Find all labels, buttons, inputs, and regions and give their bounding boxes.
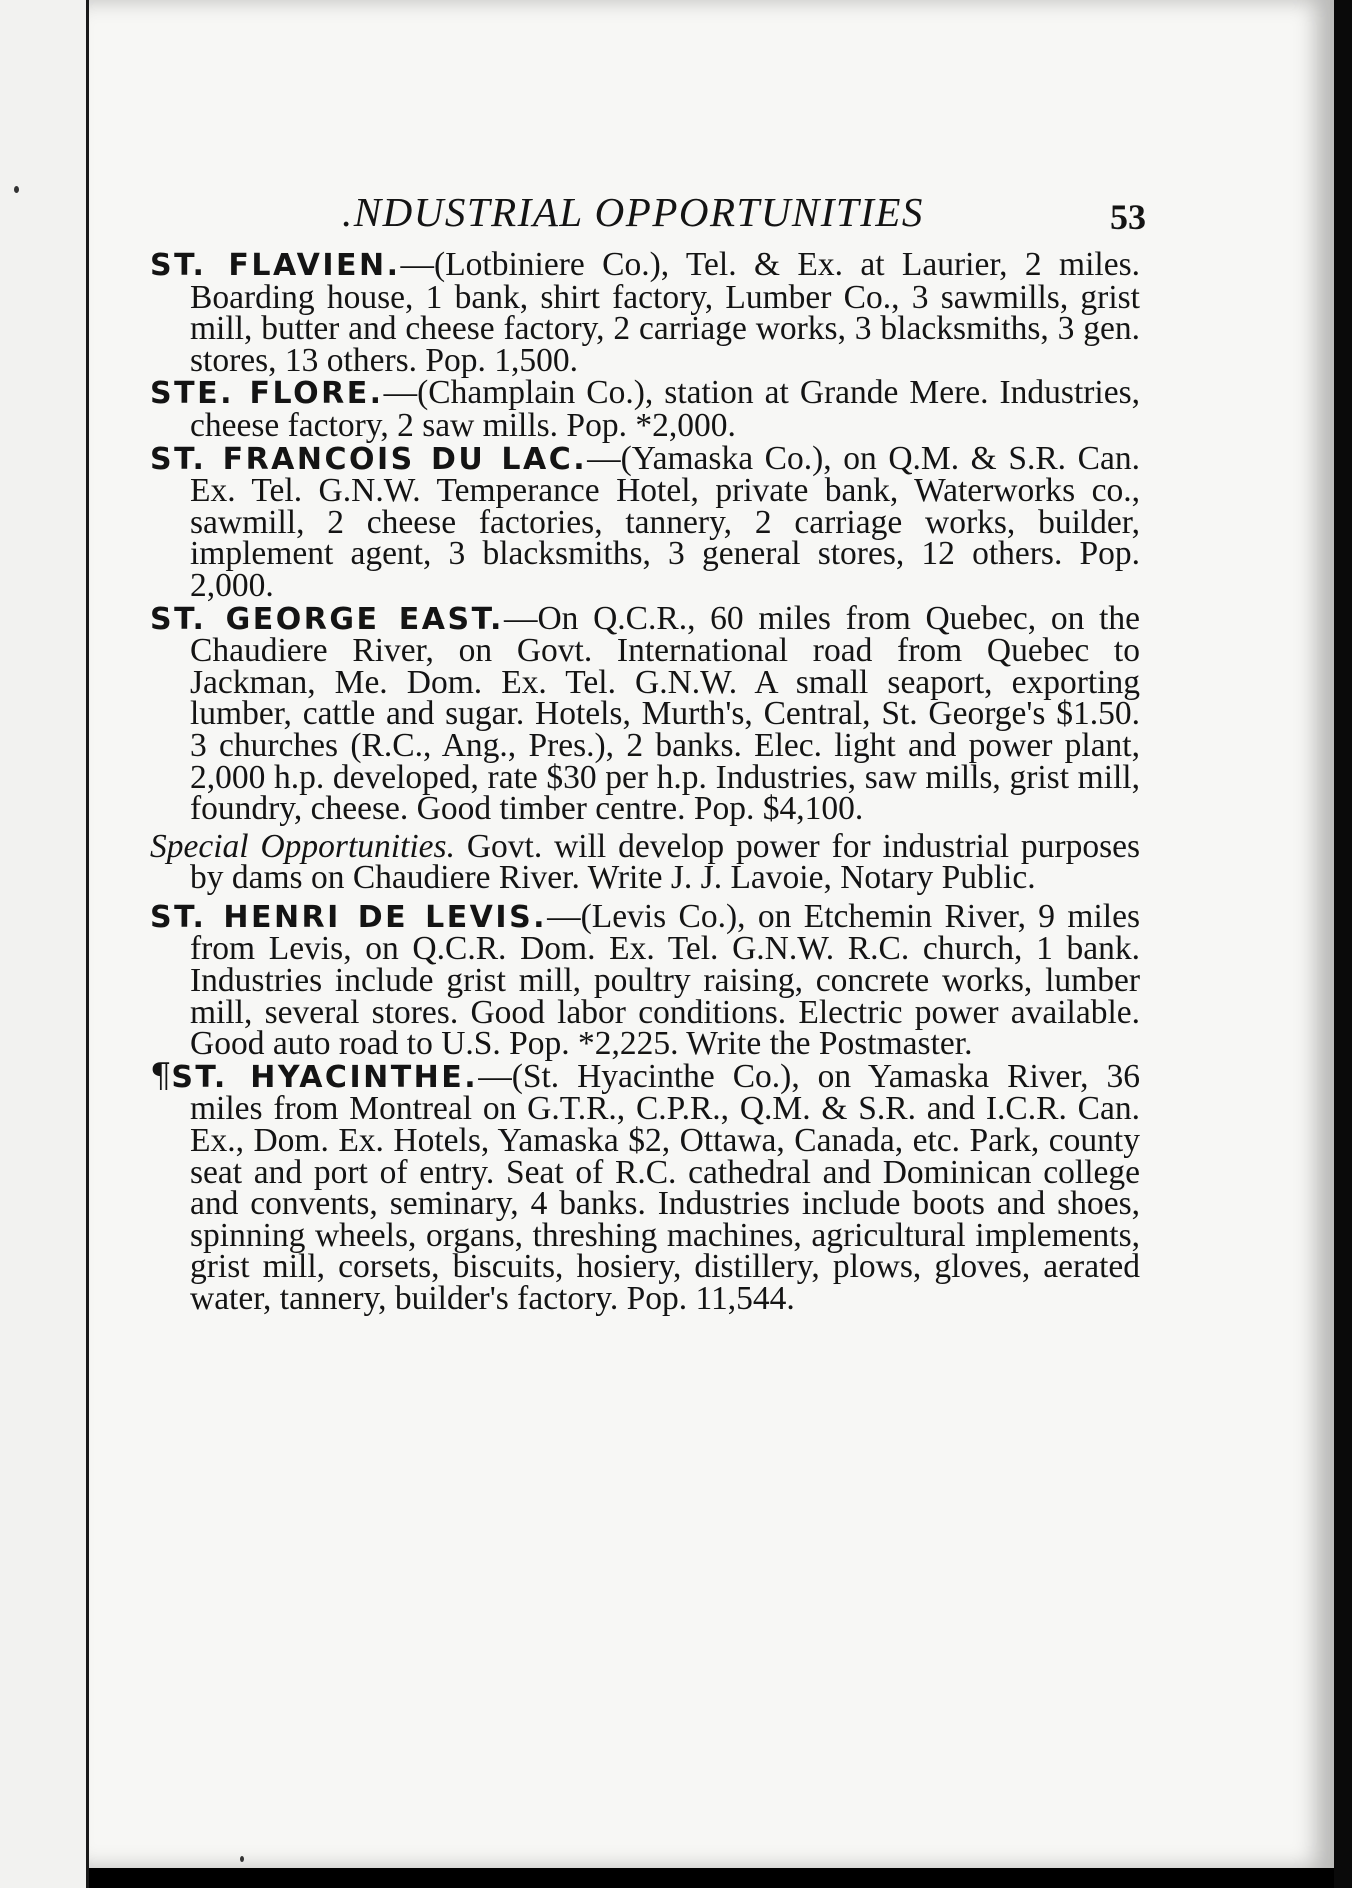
special-opportunities	[150, 827, 1141, 897]
entry-body: —(Levis Co.), on Etchemin River, 9 miles from Levis, on Q.C.R. Dom. Ex. Tel. G.N.W. R.C. church, 1 bank. Industries include grist mill, poultry raising, concrete works, lumber mill, several stores. Good labor conditions. Electric power available. Good auto road to U.S. Pop. *2,225. Write the Postmaster.	[190, 897, 1140, 1063]
gazetteer-column	[150, 248, 1140, 1315]
paper-speck	[240, 1856, 244, 1862]
entry-body: —(Champlain Co.), station at Grande Mere. Industries, cheese factory, 2 saw mills. Pop. *2,000.	[190, 374, 1141, 444]
entry-st-flavien	[150, 246, 1140, 379]
entry-ste-flore	[150, 374, 1141, 444]
entry-st-henri-de-levis	[150, 897, 1140, 1063]
entry-body: —(Lotbiniere Co.), Tel. & Ex. at Laurier, 2 miles. Boarding house, 1 bank, shirt factory, Lumber Co., 3 sawmills, grist mill, butter and cheese factory, 2 carriage works, 3 blacksmiths, 3 gen. stores, 13 others. Pop. 1,500.	[190, 246, 1140, 379]
special-label: Special Opportunities.	[150, 827, 455, 865]
scanner-border	[1334, 0, 1352, 1888]
special-body: Govt. will develop power for industrial purposes by dams on Chaudiere River. Write J. J. Lavoie, Notary Public.	[190, 827, 1141, 897]
entry-st-hyacinthe	[150, 1055, 1141, 1317]
page-number: 53	[1110, 197, 1146, 237]
pilcrow-marker: ¶	[150, 1055, 172, 1095]
running-title: .NDUSTRIAL OPPORTUNITIES	[342, 189, 924, 235]
entry-st-george-east	[150, 599, 1141, 828]
entry-name: ST. FLAVIEN.	[150, 248, 401, 283]
entry-name: ST. FRANCOIS DU LAC.	[150, 441, 588, 477]
entry-name: ST. HYACINTHE.	[171, 1059, 479, 1095]
entry-st-francois-du-lac	[150, 439, 1140, 604]
facing-page-edge	[0, 0, 89, 1888]
page-header	[252, 178, 1152, 238]
entry-name: ST. GEORGE EAST.	[150, 601, 504, 637]
entry-body: —(St. Hyacinthe Co.), on Yamaska River, 36 miles from Montreal on G.T.R., C.P.R., Q.M. & S.R. and I.C.R. Can. Ex., Dom. Ex. Hotels, Yamaska $2, Ottawa, Canada, etc. Park, county seat and port of entry. Seat of R.C. cathedral and Dominican college and convents, seminary, 4 banks. Industries include boots and shoes, spinning wheels, organs, threshing machines, agricultural implements, grist mill, corsets, biscuits, hosiery, distillery, plows, gloves, aerated water, tannery, builder's factory. Pop. 11,544.	[190, 1057, 1141, 1317]
entry-body: —On Q.C.R., 60 miles from Quebec, on the Chaudiere River, on Govt. International road from Quebec to Jackman, Me. Dom. Ex. Tel. G.N.W. A small seaport, exporting lumber, cattle and sugar. Hotels, Murth's, Central, St. George's $1.50. 3 churches (R.C., Ang., Pres.), 2 banks. Elec. light and power plant, 2,000 h.p. developed, rate $30 per h.p. Industries, saw mills, grist mill, foundry, cheese. Good timber centre. Pop. $4,100.	[190, 599, 1141, 828]
entry-body: —(Yamaska Co.), on Q.M. & S.R. Can. Ex. Tel. G.N.W. Temperance Hotel, private bank, Waterworks co., sawmill, 2 cheese factories, tannery, 2 carriage works, builder, implement agent, 3 blacksmiths, 3 general stores, 12 others. Pop. 2,000.	[190, 439, 1140, 604]
paper-speck	[14, 186, 19, 193]
entry-name: ST. HENRI DE LEVIS.	[150, 899, 548, 935]
entry-name: STE. FLORE.	[150, 376, 384, 412]
